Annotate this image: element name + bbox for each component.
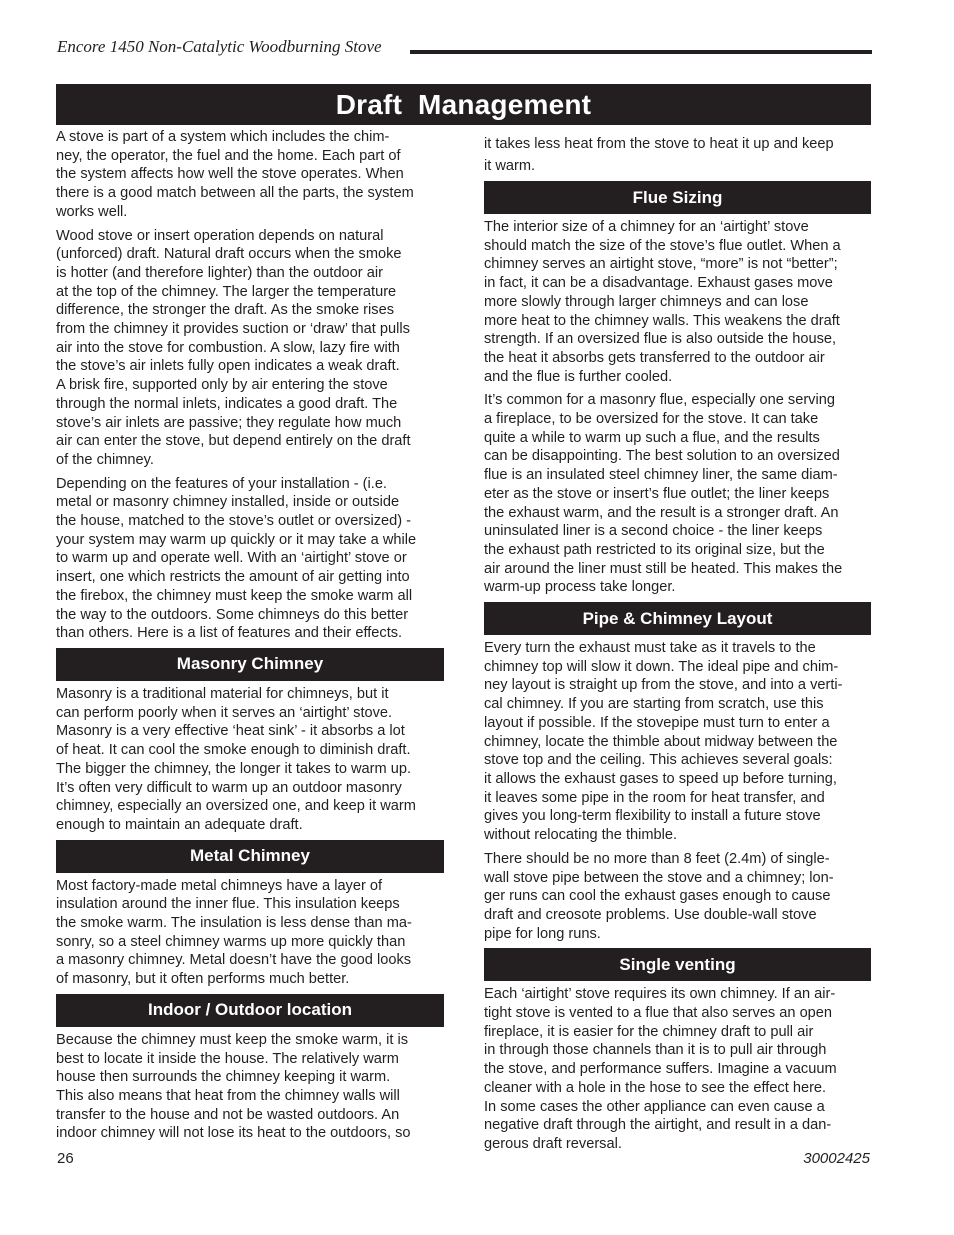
paragraph <box>56 128 444 222</box>
text-line: stove’s air inlets are passive; they regulate how much <box>56 414 402 431</box>
text-line: (unforced) draft. Natural draft occurs when the smoke <box>56 246 402 263</box>
text-line: ney layout is straight up from the stove, and into a verti- <box>484 677 843 694</box>
text-line: the stove’s air inlets fully open indicates a weak draft. <box>56 358 400 375</box>
text-line: Masonry is a traditional material for chimneys, but it <box>56 685 389 702</box>
text-line: chimney top will slow it down. The ideal pipe and chim- <box>484 658 839 675</box>
text-line: it leaves some pipe in the room for heat transfer, and <box>484 789 825 806</box>
text-line: transfer to the house and not be wasted outdoors. An <box>56 1106 400 1123</box>
text-line: Masonry is a very effective ‘heat sink’ - it absorbs a lot <box>56 723 405 740</box>
text-line: more heat to the chimney walls. This weakens the draft <box>484 312 840 329</box>
text-line: Each ‘airtight’ stove requires its own chimney. If an air- <box>484 986 836 1003</box>
text-line: the smoke warm. The insulation is less dense than ma- <box>56 915 412 932</box>
text-line: warm-up process take longer. <box>484 579 676 596</box>
text-line: draft and creosote problems. Use double-wall stove <box>484 906 817 923</box>
text-line: and the flue is further cooled. <box>484 368 673 385</box>
intro-paragraphs <box>56 128 444 643</box>
metal-paragraph <box>56 877 444 989</box>
paragraph <box>484 218 871 386</box>
text-line: cal chimney. If you are starting from scratch, use this <box>484 696 824 713</box>
text-line: A stove is part of a system which includes the chim- <box>56 129 390 145</box>
running-header-title: Encore 1450 Non-Catalytic Woodburning Stove <box>57 37 382 56</box>
text-line: insulation around the inner flue. This insulation keeps <box>56 896 400 913</box>
text-line: Because the chimney must keep the smoke warm, it is <box>56 1031 409 1048</box>
paragraph <box>56 475 444 643</box>
text-line: air into the stove for combustion. A slow, lazy fire with <box>56 339 400 356</box>
text-line: quite a while to warm up such a flue, and the results <box>484 429 820 446</box>
paragraph <box>56 227 444 470</box>
paragraph <box>484 850 871 944</box>
text-line: air can enter the stove, but depend entirely on the draft <box>56 433 411 450</box>
header-rule <box>410 50 872 54</box>
text-line: air around the liner must still be heated. This makes the <box>484 560 843 577</box>
text-line: Every turn the exhaust must take as it travels to the <box>484 640 816 657</box>
text-line: It’s often very difficult to warm up an outdoor masonry <box>56 779 402 796</box>
text-line: flue is an insulated steel chimney liner, the same diam- <box>484 467 838 484</box>
text-line: in fact, it can be a disadvantage. Exhaust gases move <box>484 275 833 292</box>
text-line: in through those channels than it is to pull air through <box>484 1042 827 1059</box>
text-line: In some cases the other appliance can even cause a <box>484 1098 825 1115</box>
text-line: your system may warm up quickly or it may take a while <box>56 531 417 548</box>
section-heading-metal: Metal Chimney <box>56 840 444 873</box>
text-line: wall stove pipe between the stove and a chimney; lon- <box>484 869 834 886</box>
text-line: sonry, so a steel chimney warms up more quickly than <box>56 933 406 950</box>
text-line: house then surrounds the chimney keeping it warm. <box>56 1069 391 1086</box>
text-line: stove top and the ceiling. This achieves several goals: <box>484 752 833 769</box>
text-line: of masonry, but it often performs much better. <box>56 971 350 988</box>
flue-paragraphs <box>484 218 871 597</box>
section-heading-pipe: Pipe & Chimney Layout <box>484 602 871 635</box>
left-column <box>56 128 444 1148</box>
text-line: can perform poorly when it serves an ‘airtight’ stove. <box>56 704 393 721</box>
text-line: is hotter (and therefore lighter) than the outdoor air <box>56 264 383 281</box>
text-line: The bigger the chimney, the longer it takes to warm up. <box>56 760 412 777</box>
pipe-paragraphs <box>484 639 871 943</box>
text-line: negative draft through the airtight, and result in a dan- <box>484 1117 832 1134</box>
text-line: chimney, locate the thimble about midway between the <box>484 733 838 750</box>
text-line: the house, matched to the stove’s outlet or oversized) - <box>56 513 412 530</box>
text-line: strength. If an oversized flue is also outside the house, <box>484 331 837 348</box>
text-line: This also means that heat from the chimney walls will <box>56 1087 400 1104</box>
text-line: Wood stove or insert operation depends on natural <box>56 227 384 244</box>
text-line: ney, the operator, the fuel and the home. Each part of <box>56 147 401 164</box>
text-line: eter as the stove or insert’s flue outlet; the liner keeps <box>484 485 830 502</box>
text-line: difference, the stronger the draft. As the smoke rises <box>56 302 394 319</box>
text-line: of heat. It can cool the smoke enough to diminish draft. <box>56 742 411 759</box>
text-line: layout if possible. If the stovepipe must turn to enter a <box>484 714 830 731</box>
masonry-paragraph <box>56 685 444 835</box>
section-heading-flue: Flue Sizing <box>484 181 871 214</box>
text-line: can be disappointing. The best solution to an oversized <box>484 448 840 465</box>
text-line: insert, one which restricts the amount of air getting into <box>56 569 410 586</box>
text-line: a masonry chimney. Metal doesn’t have the good looks <box>56 952 412 969</box>
paragraph <box>484 391 871 597</box>
text-line: The interior size of a chimney for an ‘airtight’ stove <box>484 219 809 235</box>
text-line: the stove, and performance suffers. Imagine a vacuum <box>484 1061 837 1078</box>
text-line: it takes less heat from the stove to heat it up and keep <box>484 136 834 152</box>
text-line: it allows the exhaust gases to speed up before turning, <box>484 770 837 787</box>
text-line: works well. <box>56 203 128 220</box>
text-line: indoor chimney will not lose its heat to the outdoors, so <box>56 1125 411 1142</box>
text-line: the exhaust warm, and the result is a stronger draft. An <box>484 504 839 521</box>
text-line: enough to maintain an adequate draft. <box>56 816 303 833</box>
text-line: it warm. <box>484 158 536 174</box>
text-line: A brisk fire, supported only by air entering the stove <box>56 377 388 394</box>
text-line: pipe for long runs. <box>484 925 601 942</box>
text-line: the heat it absorbs gets transferred to the outdoor air <box>484 349 825 366</box>
text-line: of the chimney. <box>56 451 154 468</box>
single-paragraph <box>484 985 871 1153</box>
section-heading-masonry: Masonry Chimney <box>56 648 444 681</box>
page-number: 26 <box>57 1150 74 1167</box>
text-line: cleaner with a hole in the hose to see the effect here. <box>484 1079 827 1096</box>
text-line: gerous draft reversal. <box>484 1135 622 1152</box>
section-heading-location: Indoor / Outdoor location <box>56 994 444 1027</box>
text-line: gives you long-term flexibility to install a future stove <box>484 808 821 825</box>
text-line: the system affects how well the stove operates. When <box>56 166 404 183</box>
text-line: more slowly through larger chimneys and can lose <box>484 293 809 310</box>
text-line: from the chimney it provides suction or ‘draw’ that pulls <box>56 321 410 338</box>
text-line: the exhaust path restricted to its original size, but the <box>484 541 825 558</box>
text-line: through the normal inlets, indicates a good draft. The <box>56 395 398 412</box>
text-line: a fireplace, to be oversized for the stove. It can take <box>484 411 819 428</box>
document-code: 30002425 <box>803 1150 870 1167</box>
page-title: Draft Management <box>56 84 871 125</box>
text-line: tight stove is vented to a flue that also serves an open <box>484 1005 833 1022</box>
continuation-paragraph <box>484 133 871 177</box>
text-line: ger runs can cool the exhaust gases enough to cause <box>484 888 831 905</box>
text-line: Most factory-made metal chimneys have a layer of <box>56 877 383 894</box>
text-line: fireplace, it is easier for the chimney draft to pull air <box>484 1023 814 1040</box>
text-line: the firebox, the chimney must keep the smoke warm all <box>56 587 413 604</box>
text-line: without relocating the thimble. <box>484 827 678 844</box>
text-line: the way to the outdoors. Some chimneys do this better <box>56 606 409 623</box>
text-line: It’s common for a masonry flue, especially one serving <box>484 392 835 409</box>
text-line: chimney serves an airtight stove, “more” is not “better”; <box>484 256 838 273</box>
text-line: There should be no more than 8 feet (2.4m) of single- <box>484 850 830 867</box>
text-line: there is a good match between all the parts, the system <box>56 185 414 202</box>
text-line: best to locate it inside the house. The relatively warm <box>56 1050 399 1067</box>
text-line: chimney, especially an oversized one, and keep it warm <box>56 798 416 815</box>
right-column <box>484 133 871 1159</box>
text-line: to warm up and operate well. With an ‘airtight’ stove or <box>56 550 407 567</box>
text-line: metal or masonry chimney installed, inside or outside <box>56 494 400 511</box>
text-line: uninsulated liner is a second choice - the liner keeps <box>484 523 823 540</box>
section-heading-single: Single venting <box>484 948 871 981</box>
text-line: at the top of the chimney. The larger the temperature <box>56 283 397 300</box>
text-line: should match the size of the stove’s flue outlet. When a <box>484 237 841 254</box>
location-paragraph <box>56 1031 444 1143</box>
text-line: than others. Here is a list of features and their effects. <box>56 625 403 642</box>
paragraph <box>484 639 871 845</box>
text-line: Depending on the features of your installation - (i.e. <box>56 475 387 492</box>
